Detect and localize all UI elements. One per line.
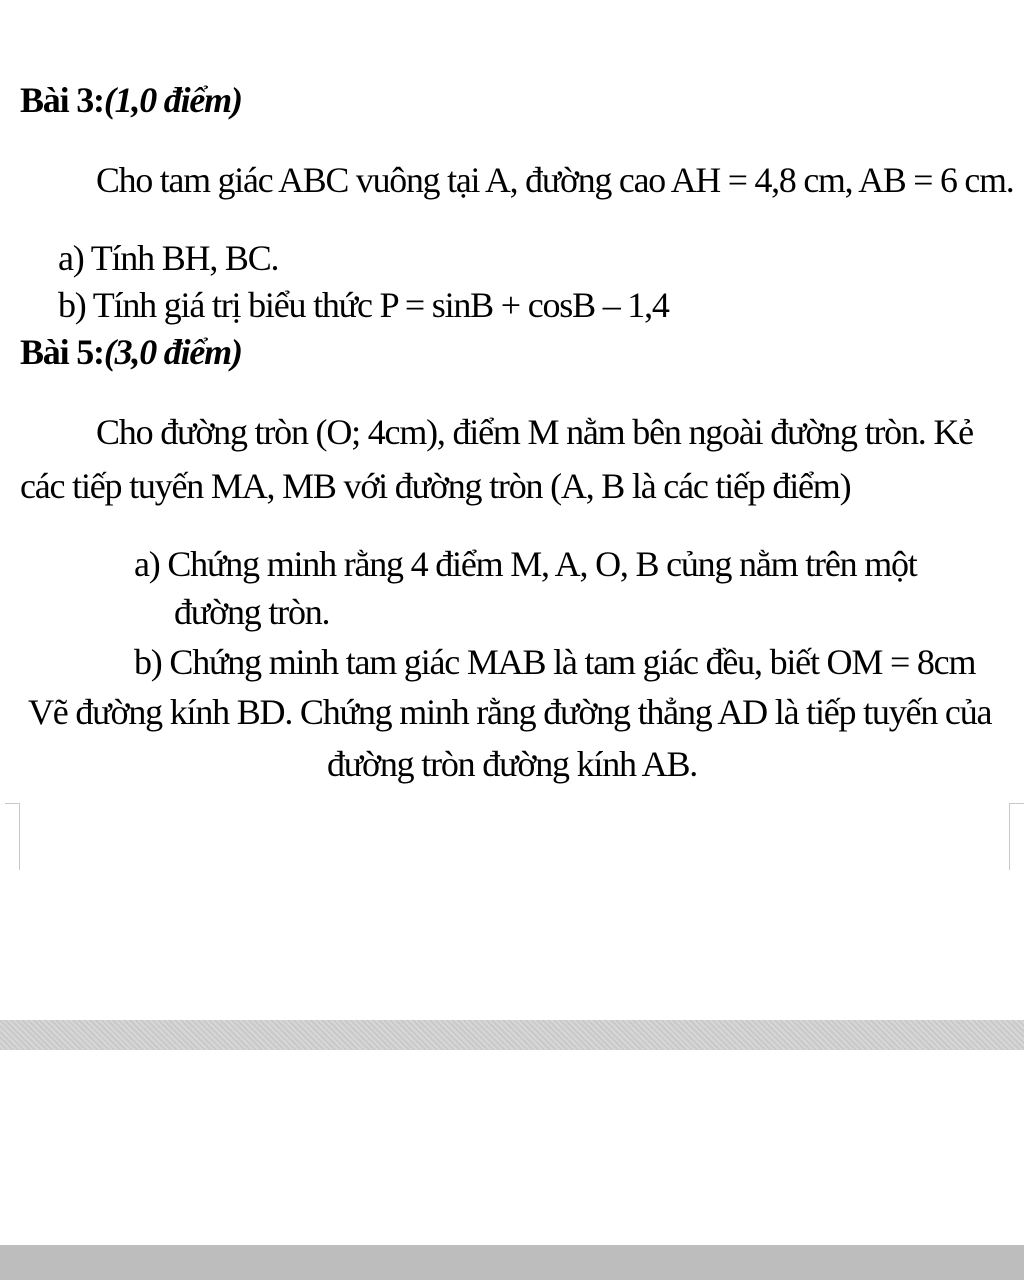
bai3-part-a: a) Tính BH, BC. bbox=[58, 238, 279, 278]
bai5-intro-line-1: Cho đường tròn (O; 4cm), điểm M nằm bên ngoài đường tròn. Kẻ bbox=[96, 412, 973, 452]
bai5-intro-line-2: các tiếp tuyến MA, MB với đường tròn (A, B là các tiếp điểm) bbox=[20, 466, 851, 506]
bai5-points: (3,0 điểm) bbox=[103, 332, 242, 372]
bai5-part-a-line-2: đường tròn. bbox=[174, 592, 330, 632]
margin-corner-left bbox=[5, 803, 20, 870]
bai5-extra-line-1: Vẽ đường kính BD. Chứng minh rằng đường thẳng AD là tiếp tuyến của bbox=[28, 692, 992, 732]
bai5-part-b: b) Chứng minh tam giác MAB là tam giác đều, biết OM = 8cm bbox=[134, 642, 976, 682]
bai5-part-a-line-1: a) Chứng minh rằng 4 điểm M, A, O, B củng nằm trên một bbox=[134, 544, 917, 584]
bai3-part-b: b) Tính giá trị biểu thức P = sinB + cosB – 1,4 bbox=[58, 285, 669, 325]
bai5-heading bbox=[20, 330, 242, 374]
bai3-points: (1,0 điểm) bbox=[103, 80, 242, 120]
bai5-label: Bài 5: bbox=[20, 332, 104, 372]
next-page bbox=[0, 1050, 1024, 1245]
bai3-intro: Cho tam giác ABC vuông tại A, đường cao AH = 4,8 cm, AB = 6 cm. bbox=[96, 160, 1014, 200]
page-separator bbox=[0, 1020, 1024, 1050]
bai3-label: Bài 3: bbox=[20, 80, 104, 120]
page-separator-bottom bbox=[0, 1245, 1024, 1280]
bai3-heading bbox=[20, 78, 242, 122]
bai5-extra-line-2: đường tròn đường kính AB. bbox=[326, 744, 698, 784]
margin-corner-right bbox=[1009, 803, 1024, 870]
